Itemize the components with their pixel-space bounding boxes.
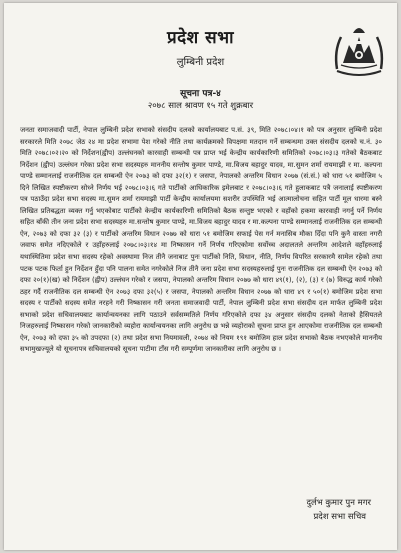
notice-date: २०७८ साल श्रावण १५ गते शुक्रबार (147, 101, 254, 111)
signatory-role: प्रदेश सभा सचिव (313, 512, 366, 522)
notice-document (4, 3, 397, 550)
notice-number: सूचना पत्र-४ (180, 89, 221, 99)
signatory-name: दुर्लभ कुमार पुन मगर (306, 498, 371, 508)
assembly-title: प्रदेश सभा (166, 28, 235, 48)
notice-body: जनता समाजवादी पार्टी, नेपाल लुम्बिनी प्रदेश सभाको संसदीय दलको कार्यालयबाट प.सं. ३९, मिति २०७८।०४।१ को पत्र अनुसार लुम्बिनी प्रदेश सरकारले मिति २०७८ जेठ २४ मा प्रदेश सभामा पेश गरेको नीति तथा कार्यक्रमको विपक्षमा मतदान गर्ने सम्बन्धमा उक्त संसदीय दलको च.नं. ३० मिति २०७८।०२।२० को निर्देशन(ह्वीप) उल्लंघनको कारवाही सम्बन्धी पत्र प्राप्त भई केन्द्रीय कार्यकारिणी समितिको २०७८।०३।३ गतेको बैठकबाट निर्देशन (ह्वीप) उल्लंघन गरेका प्रदेश सभा सदस्यहरु माननीय सन्तोष कुमार पाण्डे, मा.विजय बहादुर यादव, मा.सुमन शर्मा रायमाझी र मा. कल्पना पाण्डे सम्मानलाई राजनीतिक दल सम्बन्धी ऐन २०७३ को दफा ३२(१) र जसपा, नेपालको अन्तरिम विधान २०७७ (सं.सं.) को धारा ५१ बमोजिम ५ दिने लिखित स्पष्टीकरण सोध्ने निर्णय भई २०७८।०३।६ गते पार्टीको आधिकारिक इमेलबाट र २०७८।०३।६ गते हुलाकबाट पत्रै जनालाई स्पष्टीकरण पत्र पठाउँदा प्रदेश सभा सदस्य मा.सुमन शर्मा रायमाझी पार्टी केन्द्रीय कार्यालयमा सशरीर उपस्थिति भई आत्मालोचना सहित पार्टी मूल धारमा बस्ने लिखित प्रतिबद्धता व्यक्त गर्नु भएकोबाट पार्टीको केन्द्रीय कार्यकारिणी समितिको बैठक सन्तुष्ट भएको र वहाँको हकमा कारवाही नगर्नु पर्ने निर्णय सहित बाँकी तीन जना प्रदेश सभा सदस्यहरु मा.सन्तोष कुमार पाण्डे, मा.विजय बहादुर यादव र मा.कल्पना पाण्डे सम्मानलाई राजनीतिक दल सम्बन्धी ऐन, २०७३ को दफा ३२ (३) र पार्टीको अन्तरिम विधान २०७७ को धारा ५१ बमोजिम सफाई पेस गर्न मनासिब मौका दिँदा पनि कुनै वास्ता नगरी जवाफ समेत नदिएकोले र उहाँहरुलाई २०७८।०३।१४ मा निष्कासन गर्ने निर्णय गरिएकोमा सर्वोच्च अदालतले अन्तरिम आदेशले वहाँहरुलाई यथास्थितिमा प्रदेश सभा सदस्य रहेको अवस्थामा निज तीनै जनाबाट पुनः पार्टीको निति, विधान, नीति, निर्णय विपरित सरकारमै सामेल रहेको तथा पटक पटक फिर्ता हुन निर्देशन हुँदा पनि पालना समेत नगरेकोले निज तीनै जना प्रदेश सभा सदस्यहरुलाई पुनः राजनीतिक दल सम्बन्धी ऐन २०७३ को दफा २०(१)(ख) को निर्देशन (ह्वीप) उल्लंघन गरेको र जसपा, नेपालको अन्तरिम विधान २०७७ को धारा ४९(१), (२), (३) र (७) विरुद्ध कार्य गरेको ठहर गर्दै राजनीतिक दल सम्बन्धी ऐन २०७३ दफा ३२(५) र जसपा, नेपालको अन्तरिम विधान २०७७ को धारा ४९ र ५०(१) बमोजिम प्रदेश सभा सदस्य र पार्टीको सदस्य समेत नरहने गरी निष्कासन गरी जनता समाजवादी पार्टी, नेपाल लुम्बिनी प्रदेश सभा संसदीय दल मार्फत लुम्बिनी प्रदेश सभाको प्रदेश सचिवालयबाट कार्यान्वयनका लागि पठाउने सर्वसम्मतिले निर्णय गरिएकोले दफा ३४ अनुसार संसदीय दलको नेताको हैसियतले निजहरुलाई निष्कासन गरेको जानकारीको व्यहोरा कार्यान्वयनका लागि अनुरोध छ भन्ने व्यहोराको सूचना प्राप्त हुन आएकोमा राजनीतिक दल सम्बन्धी ऐन, २०७३ को दफा ३५ को उपदफा (२) तथा प्रदेश सभा नियमावली, २०७४ को नियम १९१ बमोजिम हाल प्रदेश सभाको बैठक नभएकोले माननीय सभामुखज्यूले यो सूचनापत्र सचिवालयको सूचना पाटीमा टाँस गरी सम्पूर्णमा जानकारीका लागि अनुरोध छ । (20, 126, 382, 354)
province-name: लुम्बिनी प्रदेश (176, 57, 225, 68)
